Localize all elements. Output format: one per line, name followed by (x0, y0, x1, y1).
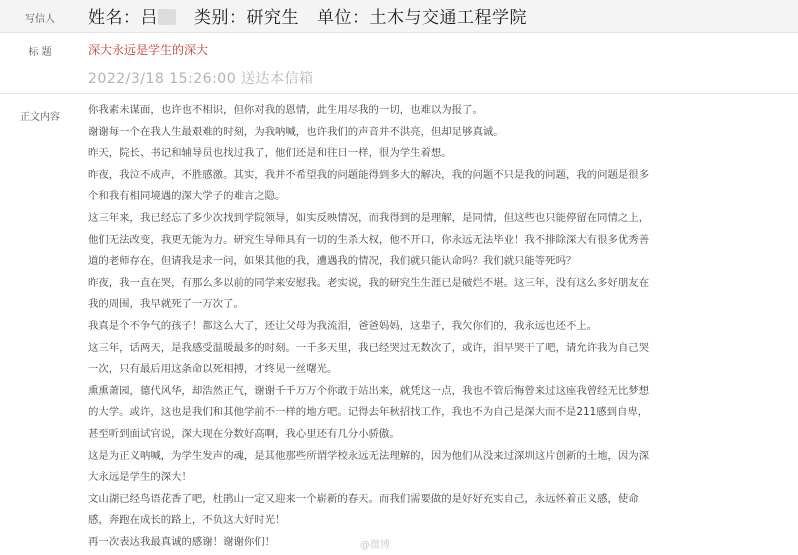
body-line: 昨天，院长、书记和辅导员也找过我了，他们还是和往日一样，很为学生着想。 (88, 147, 452, 160)
letter-body (88, 100, 790, 553)
body-line: 大永远是学生的深大！ (88, 471, 192, 484)
body-line: 感，奔跑在成长的路上，不负这大好时光！ (88, 514, 286, 527)
body-line: 熏熏萧园，德代风华，却浩然正气，谢谢千千万万个你敢于站出来，就凭这一点，我也不管后悔曾来过这座我曾经无比梦想 (88, 384, 650, 397)
body-row (0, 94, 798, 555)
body-line: 这是为正义呐喊，为学生发声的魂，是其他那些所谓学校永远无法理解的，因为他们从没来过深圳这片创新的土地，因为深 (88, 449, 650, 462)
body-line: 这三年，话两天，是我感受温暖最多的时刻。一千多天里，我已经哭过无数次了，或许，泪早哭干了吧，请允许我为自己哭 (88, 341, 650, 354)
body-line: 昨夜，我泣不成声，不胜感激。其实，我并不希望我的问题能得到多大的解决，我的问题不只是我的问题，我的问题是很多 (88, 168, 650, 181)
body-line: 我真是个不争气的孩子！都这么大了，还让父母为我流泪，爸爸妈妈，这辈子，我欠你们的，我永远也还不上。 (88, 319, 598, 332)
header-row (0, 0, 798, 32)
body-line: 甚至听到面试官说，深大现在分数好高啊，我心里还有几分小骄傲。 (88, 427, 400, 440)
body-line: 个和我有相同境遇的深大学子的难言之隐。 (88, 190, 286, 203)
body-line: 昨夜，我一直在哭，有那么多以前的同学来安慰我。老实说，我的研究生生涯已是破烂不堪。这三年，没有这么多好朋友在 (88, 276, 650, 289)
sender-name: 姓名：吕 (88, 8, 158, 28)
title-label: 标 题 (28, 47, 52, 58)
body-line: 他们无法改变，我更无能为力。研究生导师具有一切的生杀大权，他不开口，你永远无法毕业！我不排除深大有很多优秀善 (88, 233, 650, 246)
body-line: 我的周围，我早就死了一万次了。 (88, 298, 244, 311)
weibo-watermark: @微博 (360, 540, 390, 551)
body-line: 道的老师存在，但请我是求一问，如果其他的我，遭遇我的情况，我们就只能认命吗？我们就只能等死吗？ (88, 255, 577, 268)
sender-unit: 单位：土木与交通工程学院 (317, 8, 527, 28)
body-line: 的大学。或许，这也是我们和其他学前不一样的地方吧。记得去年秋招找工作，我也不为自己是深大而不是211感到自卑， (88, 406, 649, 419)
body-line: 一次，只有最后用这条命以死相搏，才终见一丝曙光。 (88, 363, 338, 376)
body-line: 谢谢每一个在我人生最艰难的时刻，为我呐喊，也许我们的声音并不洪亮，但却足够真诚。 (88, 125, 504, 138)
letter-title: 深大永远是学生的深大 (88, 43, 209, 57)
sender-category: 类别：研究生 (194, 8, 299, 28)
body-label: 正文内容 (20, 112, 60, 123)
sender-label: 写信人 (25, 14, 55, 25)
sender-info (88, 3, 792, 28)
letter-timestamp: 2022/3/18 15:26:00 送达本信箱 (88, 71, 314, 87)
body-line: 你我素未谋面，也许也不相识，但你对我的恩情，此生用尽我的一切，也难以为报了。 (88, 104, 483, 116)
body-line: 这三年来，我已经忘了多少次找到学院领导，如实反映情况，而我得到的是理解，是同情，但这些也只能停留在同情之上， (88, 211, 650, 224)
body-line: 再一次表达我最真诚的感谢！谢谢你们！ (88, 535, 276, 548)
redacted-name (158, 9, 176, 25)
body-line: 文山湖已经鸟语花香了吧，杜鹃山一定又迎来一个崭新的春天。而我们需要做的是好好充实自己，永远怀着正义感，使命 (88, 492, 639, 505)
